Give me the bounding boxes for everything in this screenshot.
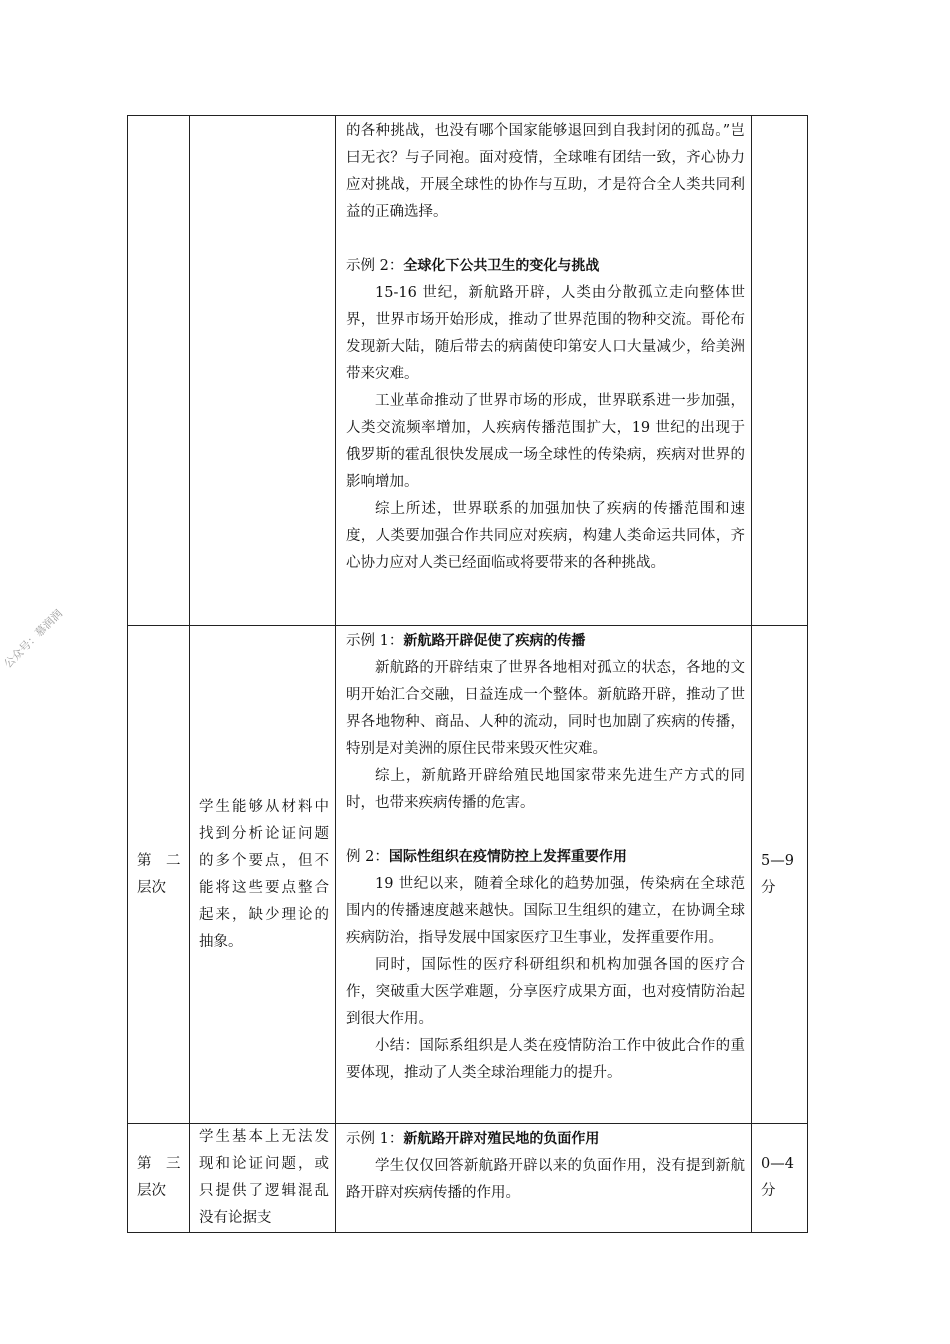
level-cell-3 — [128, 1124, 190, 1233]
score-cell-1 — [752, 116, 808, 626]
example-heading — [346, 844, 745, 871]
level-cell-2 — [128, 626, 190, 1124]
level-cell-1 — [128, 116, 190, 626]
score-cell-3 — [752, 1124, 808, 1233]
example-paragraph: 综上，新航路开辟给殖民地国家带来先进生产方式的同时，也带来疾病传播的危害。 — [346, 768, 745, 811]
score-cell-2 — [752, 626, 808, 1124]
example-paragraph: 工业革命推动了世界市场的形成，世界联系进一步加强，人类交流频率增加，人疾病传播范围扩大，19 世纪的出现于俄罗斯的霍乱很快发展成一场全球性的传染病，疾病对世界的影响增加。 — [346, 393, 745, 490]
example-paragraph: 小结：国际系组织是人类在疫情防治工作中彼此合作的重要体现，推动了人类全球治理能力的提升。 — [346, 1038, 745, 1081]
level-label-line1: 第 二 — [137, 852, 181, 869]
score-range: 5—9 — [761, 852, 794, 869]
row-level-1 — [128, 116, 808, 626]
example-label: 示例 2： — [346, 258, 404, 274]
continuation-paragraph: 的各种挑战，也没有哪个国家能够退回到自我封闭的孤岛。”岂曰无衣？与子同袍。面对疫情，全球唯有团结一致，齐心协力应对挑战，开展全球性的协作与互助，才是符合全人类共同利益的正确选择。 — [346, 123, 745, 220]
level-label-line1: 第 三 — [137, 1156, 181, 1172]
rubric-table — [127, 115, 808, 1233]
example-title: 新航路开辟对殖民地的负面作用 — [403, 1131, 600, 1147]
level-description: 学生能够从材料中找到分析论证问题的多个要点，但不能将这些要点整合起来，缺少理论的抽象。 — [199, 798, 329, 950]
example-label: 例 2： — [346, 849, 389, 865]
example-heading — [346, 628, 745, 655]
example-paragraph: 新航路的开辟结束了世界各地相对孤立的状态，各地的文明开始汇合交融，日益连成一个整体。新航路开辟，推动了世界各地物种、商品、人种的流动，同时也加剧了疾病的传播，特别是对美洲的原住民带来毁灭性灾难。 — [346, 660, 745, 757]
example-cell-3 — [336, 1124, 752, 1233]
example-paragraph: 15-16 世纪，新航路开辟，人类由分散孤立走向整体世界，世界市场开始形成，推动了世界范围的物种交流。哥伦布发现新大陆，随后带去的病菌使印第安人口大量减少，给美洲带来灾难。 — [346, 285, 745, 382]
example-heading — [346, 1126, 745, 1153]
example-paragraph: 同时，国际性的医疗科研组织和机构加强各国的医疗合作，突破重大医学难题，分享医疗成果方面，也对疫情防治起到很大作用。 — [346, 957, 745, 1027]
example-label: 示例 1： — [346, 633, 404, 649]
example-label: 示例 1： — [346, 1131, 404, 1147]
example-paragraph: 综上所述，世界联系的加强加快了疾病的传播范围和速度，人类要加强合作共同应对疾病，构建人类命运共同体，齐心协力应对人类已经面临或将要带来的各种挑战。 — [346, 501, 745, 571]
level-label-line2: 层次 — [137, 879, 166, 896]
example-cell-1 — [336, 116, 752, 626]
watermark: 公众号：慕润润 — [1, 606, 66, 671]
row-level-3 — [128, 1124, 808, 1233]
example-heading — [346, 253, 745, 280]
level-label-line2: 层次 — [137, 1183, 166, 1199]
example-title: 国际性组织在疫情防控上发挥重要作用 — [388, 849, 627, 865]
score-unit: 分 — [761, 879, 776, 896]
description-cell-3 — [190, 1124, 336, 1233]
level-description: 学生基本上无法发现和论证问题，或只提供了逻辑混乱没有论据支 — [199, 1129, 329, 1226]
example-paragraph: 19 世纪以来，随着全球化的趋势加强，传染病在全球范围内的传播速度越来越快。国际卫生组织的建立，在协调全球疾病防治，指导发展中国家医疗卫生事业，发挥重要作用。 — [346, 876, 745, 946]
description-cell-1 — [190, 116, 336, 626]
score-range: 0—4 — [761, 1156, 794, 1172]
example-cell-2 — [336, 626, 752, 1124]
score-unit: 分 — [761, 1183, 776, 1199]
example-title: 全球化下公共卫生的变化与挑战 — [403, 258, 600, 274]
example-paragraph: 学生仅仅回答新航路开辟以来的负面作用，没有提到新航路开辟对疾病传播的作用。 — [346, 1158, 745, 1201]
description-cell-2 — [190, 626, 336, 1124]
example-title: 新航路开辟促使了疾病的传播 — [403, 633, 586, 649]
row-level-2 — [128, 626, 808, 1124]
